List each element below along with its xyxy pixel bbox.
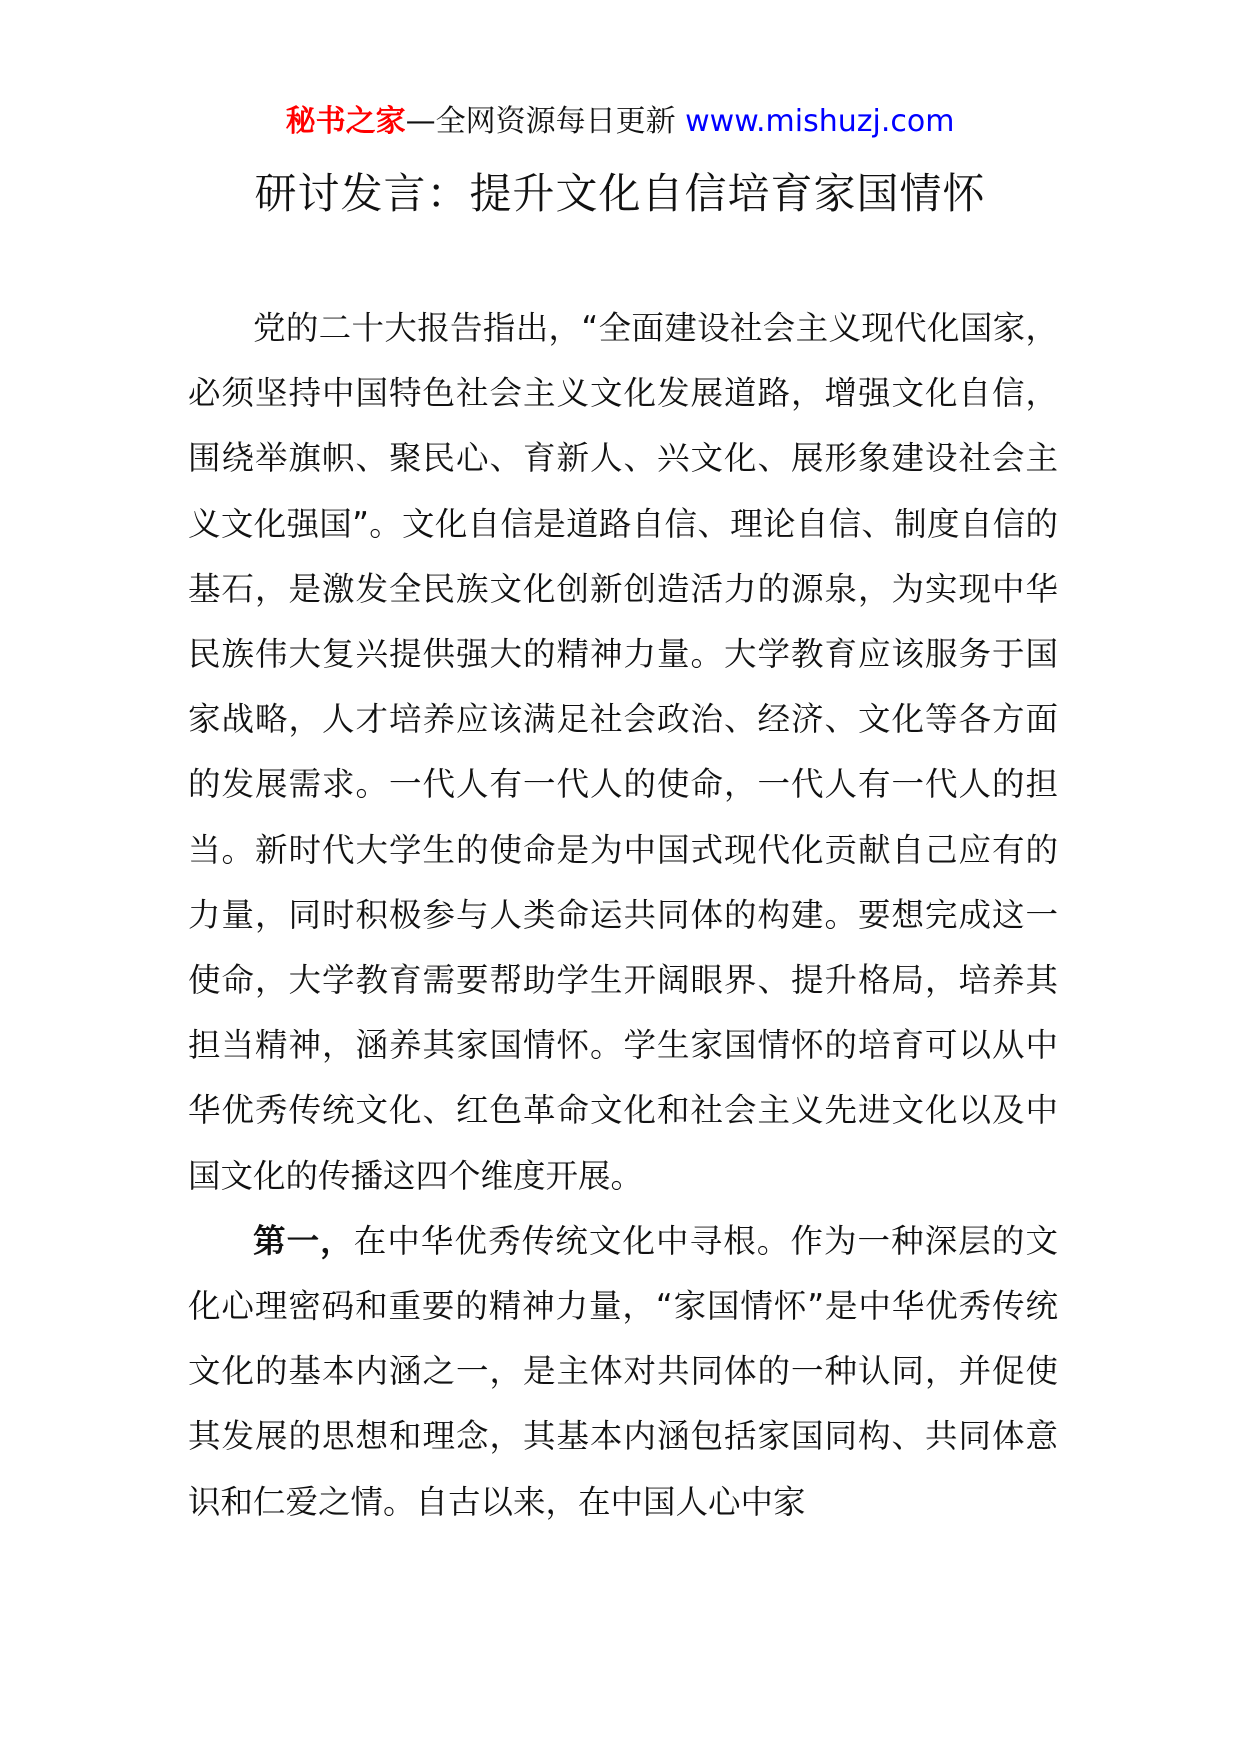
paragraph-text: 党的二十大报告指出，“全面建设社会主义现代化国家，必须坚持中国特色社会主义文化发展道路，增强文化自信，围绕举旗帜、聚民心、育新人、兴文化、展形象建设社会主义文化强国”。文化自信是道路自信、理论自信、制度自信的基石，是激发全民族文化创新创造活力的源泉，为实现中华民族伟大复兴提供强大的精神力量。大学教育应该服务于国家战略，人才培养应该满足社会政治、经济、文化等各方面的发展需求。一代人有一代人的使命，一代人有一代人的担当。新时代大学生的使命是为中国式现代化贡献自己应有的力量，同时积极参与人类命运共同体的构建。要想完成这一使命，大学教育需要帮助学生开阔眼界、提升格局，培养其担当精神，涵养其家国情怀。学生家国情怀的培育可以从中华优秀传统文化、红色革命文化和社会主义先进文化以及中国文化的传播这四个维度开展。	[188, 309, 1058, 1195]
site-url[interactable]: www.mishuzj.com	[685, 104, 955, 139]
site-name: 秘书之家	[285, 104, 406, 139]
paragraph-lead: 第一，	[253, 1221, 354, 1260]
body-paragraph	[188, 296, 1058, 1209]
document-body	[188, 296, 1058, 1535]
body-paragraph	[188, 1209, 1058, 1535]
document-title: 研讨发言：提升文化自信培育家国情怀	[254, 169, 986, 218]
site-slogan: —全网资源每日更新	[405, 104, 686, 139]
paragraph-text: 在中华优秀传统文化中寻根。作为一种深层的文化心理密码和重要的精神力量，“家国情怀”是中华优秀传统文化的基本内涵之一，是主体对共同体的一种认同，并促使其发展的思想和理念，其基本内涵包括家国同构、共同体意识和仁爱之情。自古以来，在中国人心中家	[188, 1221, 1058, 1521]
site-header	[0, 100, 1240, 144]
